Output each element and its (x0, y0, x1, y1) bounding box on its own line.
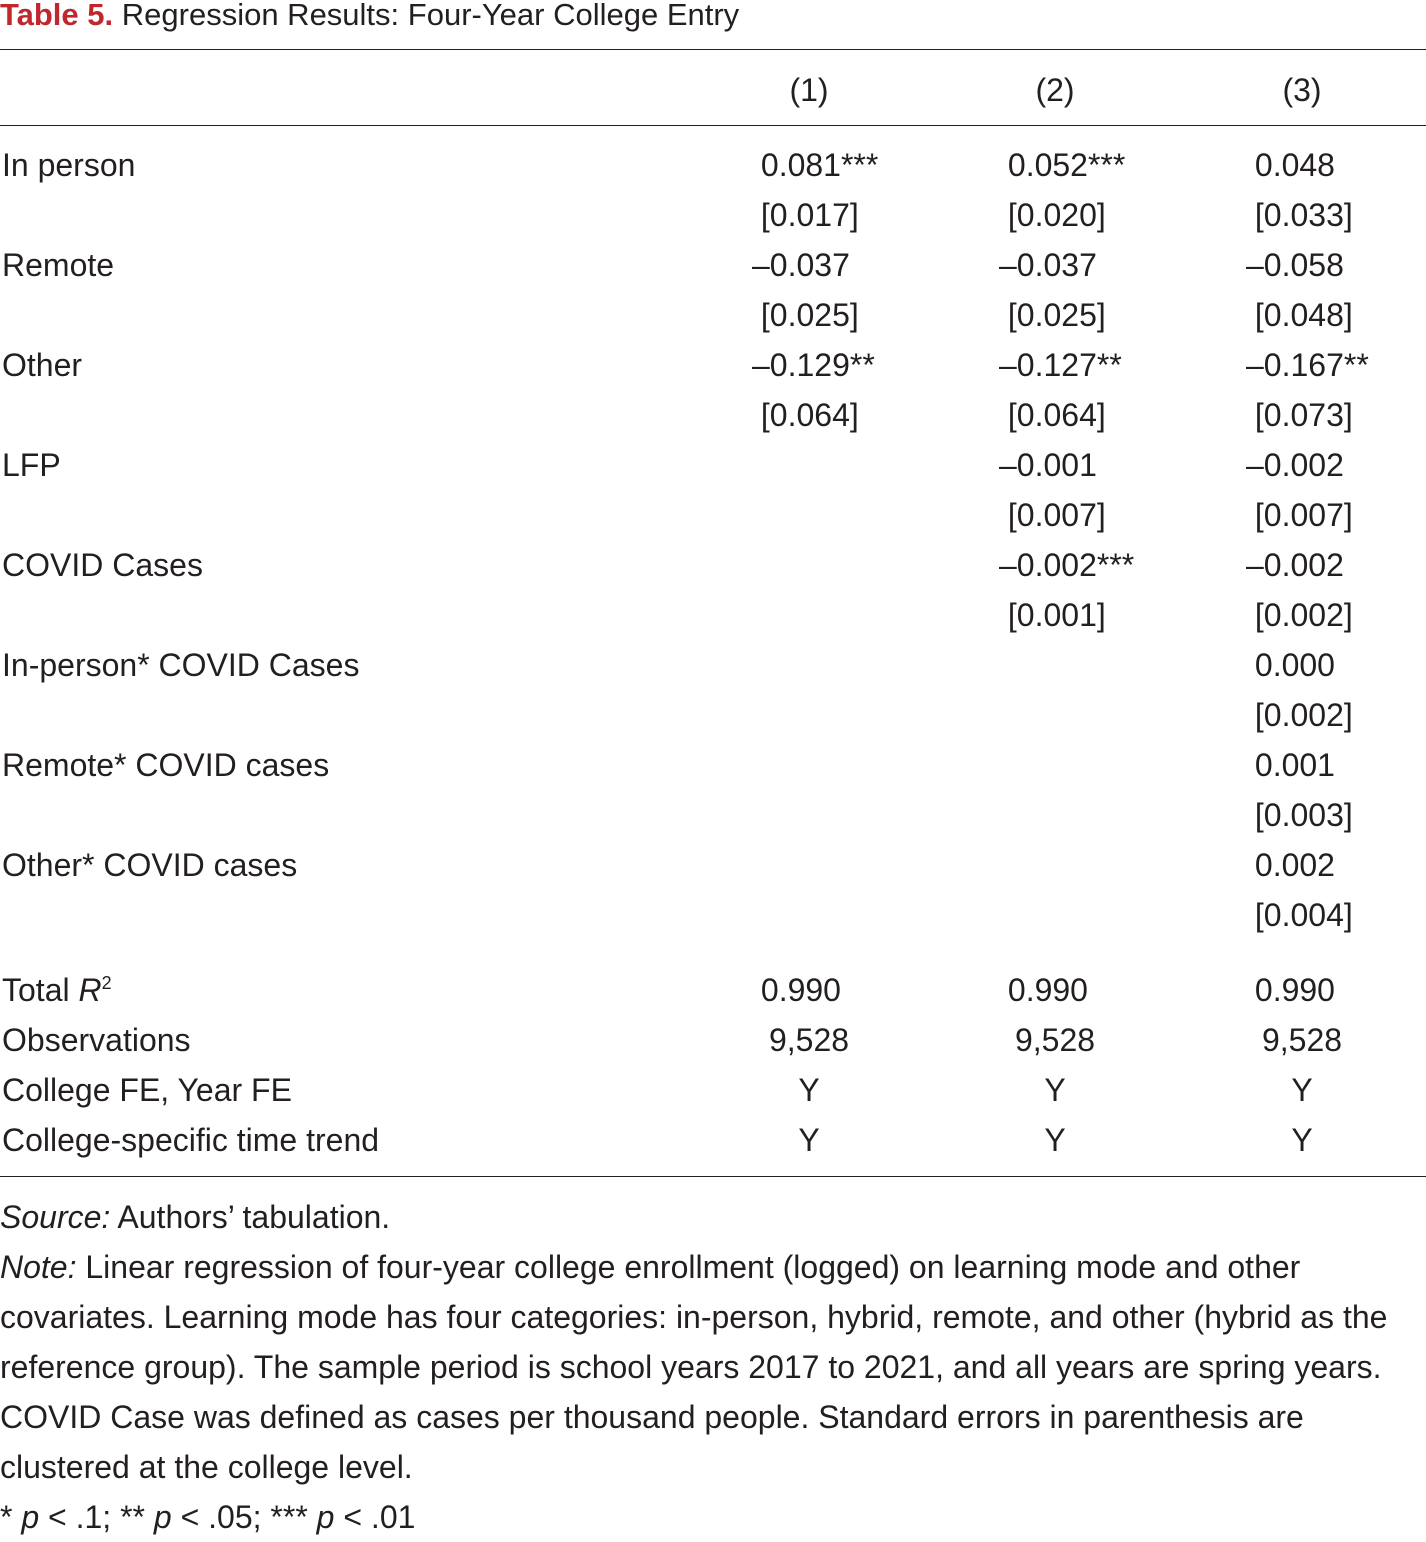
table-cell: [0.025] (752, 297, 859, 333)
column-header-2: (2) (1035, 72, 1075, 108)
table-cell: –0.167** (1246, 347, 1369, 383)
table-cell: [0.033] (1246, 197, 1353, 233)
table-cell: [0.007] (999, 497, 1106, 533)
table-cell: 0.081*** (752, 147, 879, 183)
table-row (0, 490, 1426, 540)
table-cell: [0.001] (999, 597, 1106, 633)
significance-note: * p < .1; ** p < .05; *** p < .01 (0, 1499, 416, 1535)
table-cell: 0.000 (1246, 647, 1335, 683)
row-label: In person (2, 147, 136, 183)
table-row (0, 690, 1426, 740)
table-cell: –0.002 (1246, 447, 1344, 483)
table-cell: [0.064] (999, 397, 1106, 433)
table-cell: –0.037 (752, 247, 850, 283)
table-title-text: Regression Results: Four-Year College Entry (121, 0, 740, 32)
summary-row-r2 (0, 965, 1426, 1015)
table-row (0, 240, 1426, 290)
table-row (0, 840, 1426, 890)
summary-row-time-trend (0, 1115, 1426, 1165)
table-cell: [0.002] (1246, 697, 1353, 733)
table-cell: 0.002 (1246, 847, 1335, 883)
summary-label: College-specific time trend (2, 1122, 380, 1158)
row-label: Other (2, 347, 83, 383)
summary-cell: 0.990 (1246, 972, 1335, 1008)
table-cell: –0.002*** (999, 547, 1135, 583)
note-text: Note: Linear regression of four-year college enrollment (logged) on learning mode and other covariates. Learning mode has four categories: in-person, hybrid, remote, and other (hybrid as the reference group). The sample period is school years 2017 to 2021, and all years are spring years. COVID Case was defined as cases per thousand people. Standard errors in parenthesis are clustered at the college level. (0, 1249, 1388, 1485)
table-cell: –0.127** (999, 347, 1122, 383)
table-cell: [0.007] (1246, 497, 1353, 533)
table-cell: [0.020] (999, 197, 1106, 233)
table-title (0, 0, 739, 38)
summary-row-observations (0, 1015, 1426, 1065)
row-label: LFP (2, 447, 61, 483)
table-row (0, 440, 1426, 490)
summary-cell: 9,528 (768, 1022, 850, 1058)
top-rule (0, 49, 1426, 50)
summary-cell: 9,528 (1261, 1022, 1343, 1058)
table-cell: [0.073] (1246, 397, 1353, 433)
summary-cell: Y (1291, 1122, 1313, 1158)
summary-cell: Y (1291, 1072, 1313, 1108)
table-cell: 0.052*** (999, 147, 1126, 183)
summary-label: Observations (2, 1022, 191, 1058)
table-row (0, 190, 1426, 240)
bottom-rule (0, 1176, 1426, 1177)
summary-cell: Y (798, 1122, 820, 1158)
column-header-1: (1) (789, 72, 829, 108)
table-cell: [0.004] (1246, 897, 1353, 933)
table-cell: 0.048 (1246, 147, 1335, 183)
table-cell: [0.002] (1246, 597, 1353, 633)
table-row (0, 890, 1426, 940)
table-row (0, 790, 1426, 840)
row-label: COVID Cases (2, 547, 203, 583)
summary-cell: 9,528 (1014, 1022, 1096, 1058)
summary-cell: Y (1044, 1122, 1066, 1158)
row-label: Other* COVID cases (2, 847, 298, 883)
table-cell: [0.064] (752, 397, 859, 433)
table-row (0, 540, 1426, 590)
table-notes (0, 1192, 1420, 1542)
table-row (0, 640, 1426, 690)
summary-cell: Y (1044, 1072, 1066, 1108)
table-row (0, 140, 1426, 190)
summary-cell: Y (798, 1072, 820, 1108)
table-cell: [0.017] (752, 197, 859, 233)
table-cell: –0.037 (999, 247, 1097, 283)
table-row (0, 390, 1426, 440)
table-cell: –0.058 (1246, 247, 1344, 283)
table-cell: –0.129** (752, 347, 875, 383)
column-header-row (0, 65, 1426, 115)
row-label: Remote (2, 247, 115, 283)
row-label: In-person* COVID Cases (2, 647, 360, 683)
summary-label: College FE, Year FE (2, 1072, 292, 1108)
table-cell: [0.003] (1246, 797, 1353, 833)
row-label: Remote* COVID cases (2, 747, 330, 783)
table-cell: [0.025] (999, 297, 1106, 333)
table-number: Table 5. (0, 0, 114, 32)
summary-label: Total $R^2$ (2, 972, 112, 1008)
table-row (0, 590, 1426, 640)
table-cell: –0.001 (999, 447, 1097, 483)
table-cell: 0.001 (1246, 747, 1335, 783)
summary-cell: 0.990 (752, 972, 841, 1008)
table-cell: [0.048] (1246, 297, 1353, 333)
column-header-3: (3) (1282, 72, 1322, 108)
header-rule (0, 125, 1426, 126)
source-note: Source: Authors’ tabulation. (0, 1199, 391, 1235)
summary-cell: 0.990 (999, 972, 1088, 1008)
table-row (0, 340, 1426, 390)
table-row (0, 290, 1426, 340)
table-cell: –0.002 (1246, 547, 1344, 583)
table-row (0, 740, 1426, 790)
summary-row-fixed-effects (0, 1065, 1426, 1115)
